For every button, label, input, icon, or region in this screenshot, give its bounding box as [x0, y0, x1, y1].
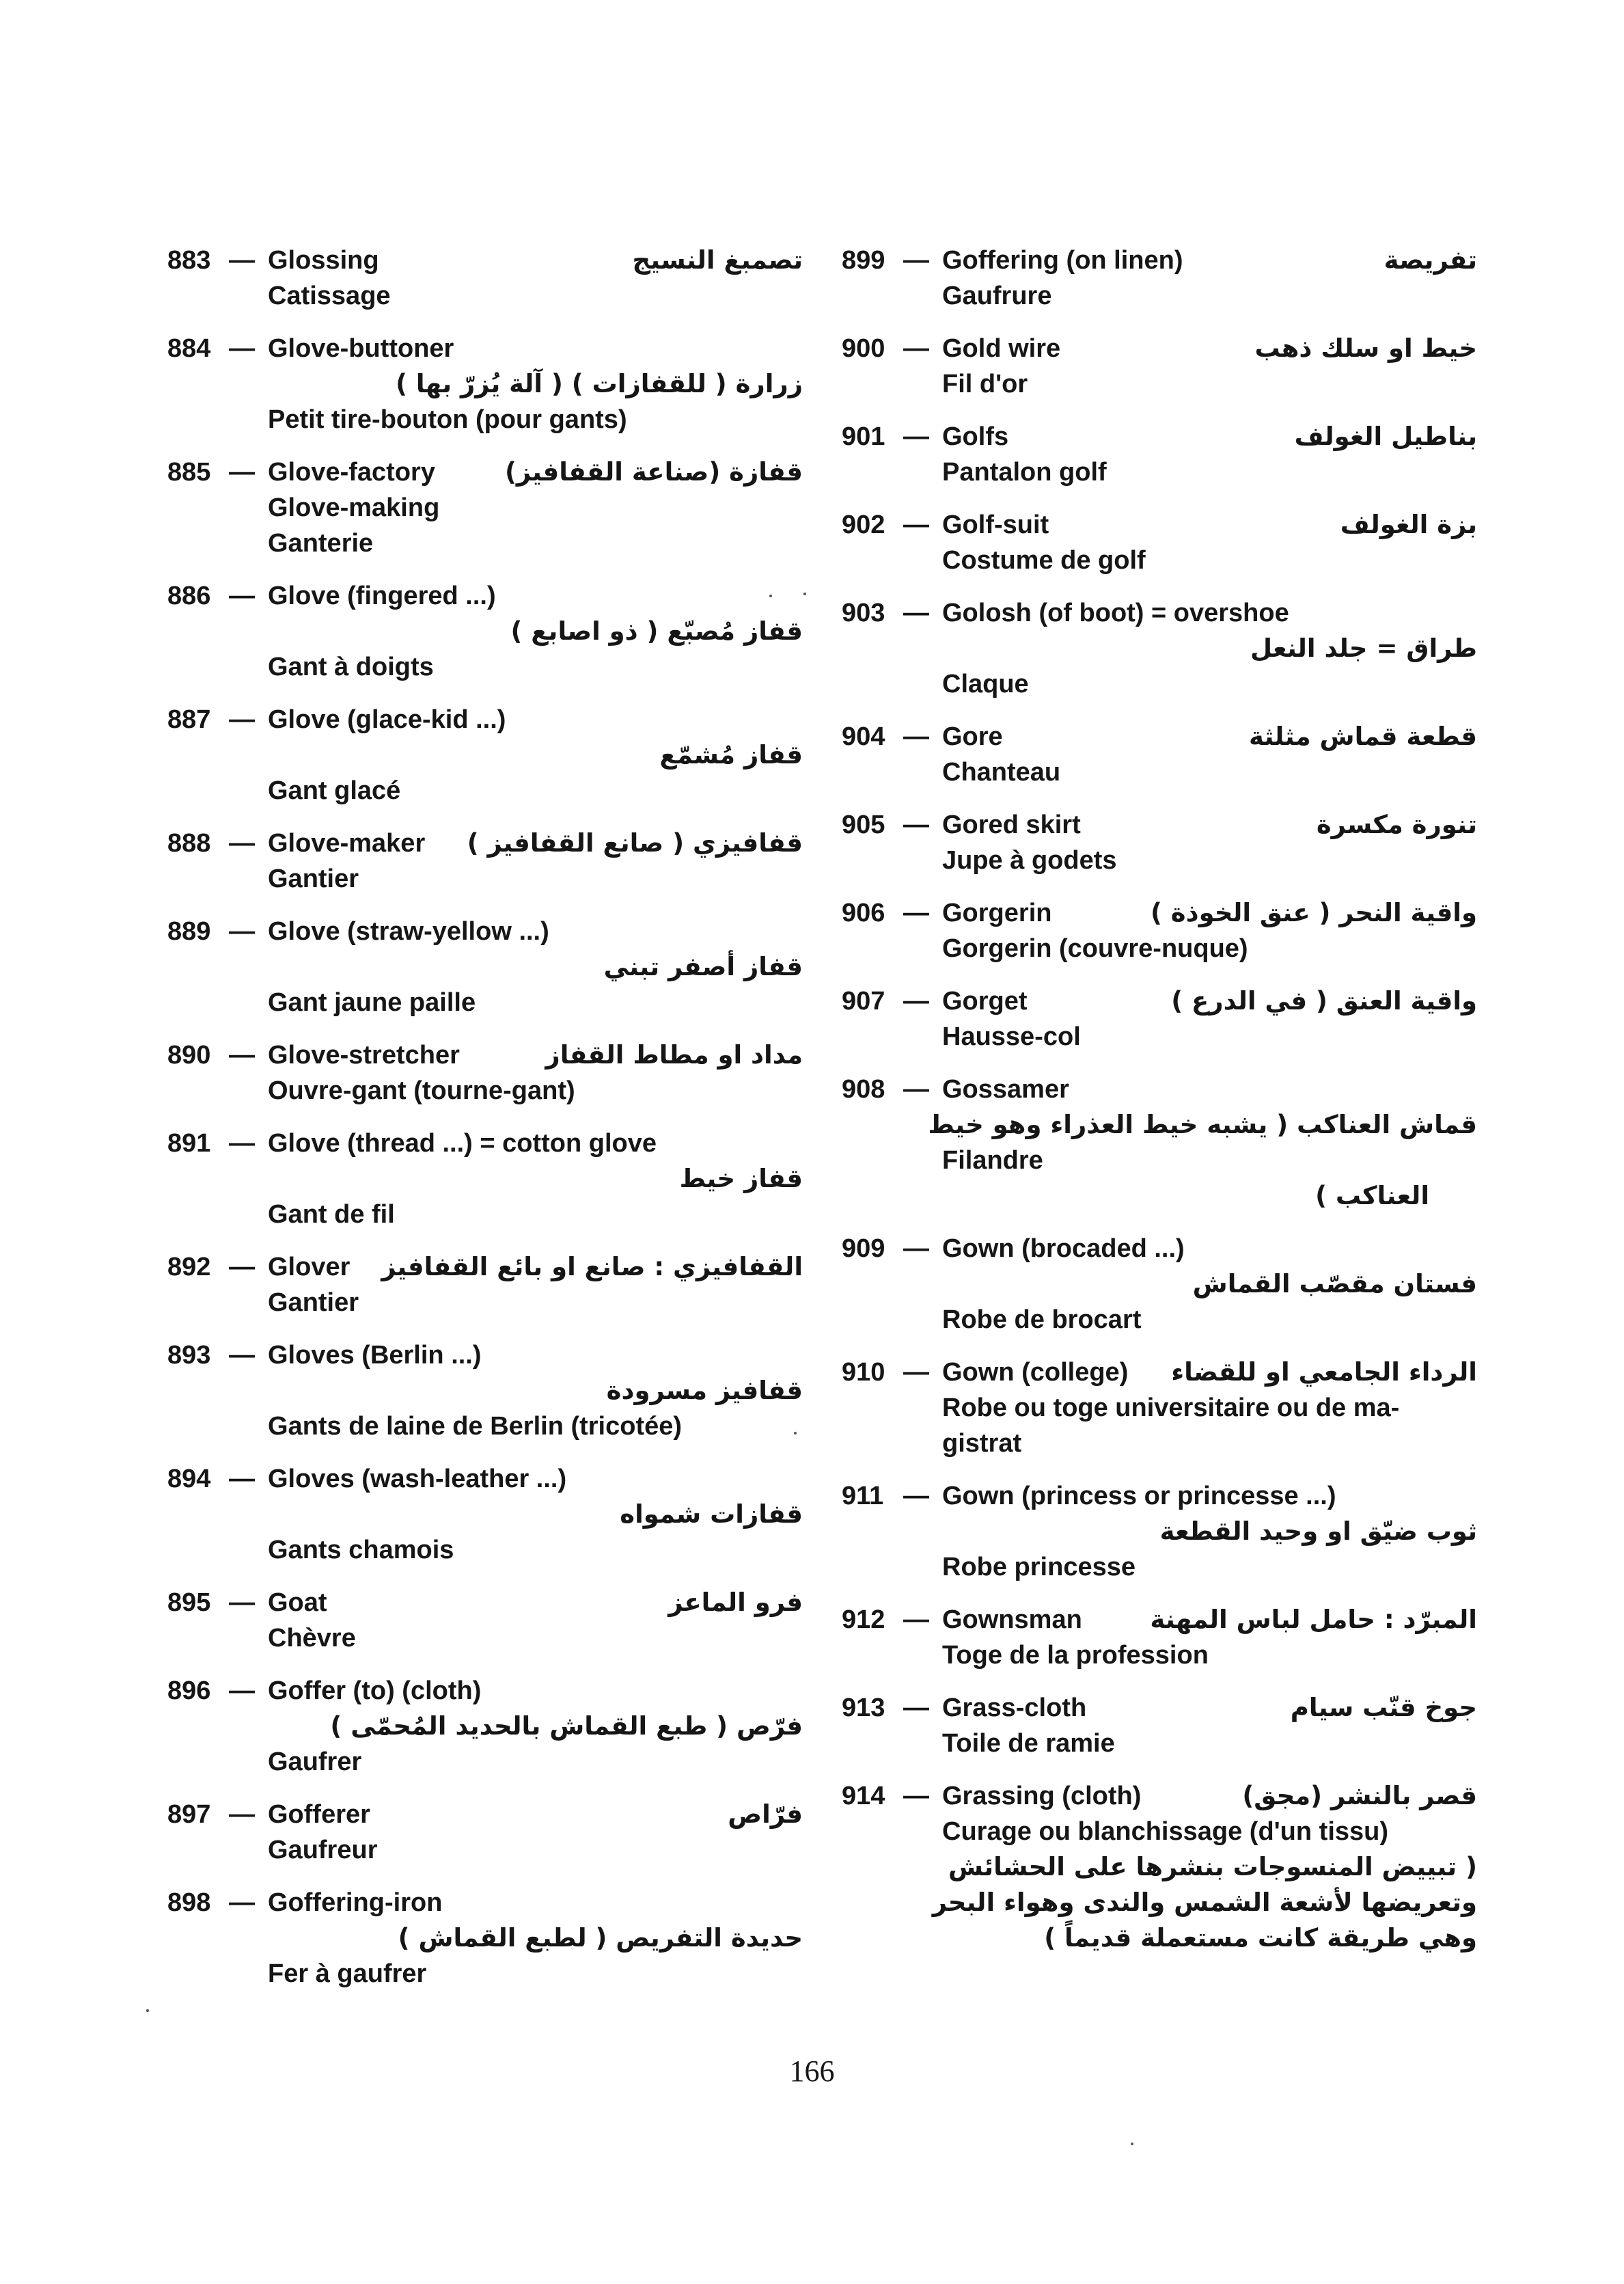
- english-term: Gofferer: [268, 1800, 370, 1829]
- entry-dash: —: [903, 1075, 929, 1104]
- entry-head-line: [167, 1797, 803, 1832]
- arabic-text: قفافيز مسرودة: [606, 1376, 803, 1405]
- dictionary-entry: [842, 331, 1477, 402]
- entry-head-line: [842, 807, 1477, 843]
- french-term: gistrat: [942, 1429, 1022, 1458]
- entry-number: 896: [167, 1676, 211, 1705]
- entry-head-line: [842, 983, 1477, 1019]
- arabic-line: [167, 1373, 803, 1409]
- arabic-term: المبرّد : حامل لباس المهنة: [1150, 1605, 1477, 1634]
- entry-dash: —: [229, 1253, 255, 1281]
- entry-number: 907: [842, 987, 885, 1016]
- dictionary-entry: [842, 595, 1477, 702]
- arabic-line: [842, 631, 1477, 666]
- entry-number: 903: [842, 599, 885, 627]
- entry-number: 911: [842, 1482, 884, 1510]
- arabic-term: بزة الغولف: [1340, 510, 1477, 539]
- entry-number: 899: [842, 246, 885, 275]
- dictionary-entry: [167, 454, 803, 561]
- french-line: [167, 985, 803, 1020]
- dictionary-entry: [167, 1673, 803, 1780]
- arabic-line: [167, 949, 803, 985]
- french-line: [842, 1143, 1477, 1178]
- entry-head-line: [167, 1037, 803, 1073]
- entry-number: 912: [842, 1605, 885, 1634]
- entry-head-line: [842, 1690, 1477, 1726]
- entry-dash: —: [903, 334, 929, 363]
- dictionary-entry: [842, 807, 1477, 878]
- arabic-term: قصر بالنشر (مجق): [1242, 1781, 1477, 1810]
- french-line: [842, 666, 1477, 702]
- arabic-line: [842, 1885, 1477, 1920]
- arabic-text: قماش العناكب ( يشبه خيط العذراء وهو خيط: [928, 1110, 1477, 1139]
- entry-dash: —: [903, 1782, 929, 1810]
- entry-number: 897: [167, 1800, 211, 1829]
- entry-dash: —: [229, 917, 255, 946]
- entry-head-line: [842, 1231, 1477, 1266]
- entry-dash: —: [229, 246, 255, 275]
- entry-dash: —: [903, 811, 929, 839]
- arabic-text: طراق = جلد النعل: [1250, 634, 1477, 663]
- arabic-text: زرارة ( للقفازات ) ( آلة يُزرّ بها ): [396, 369, 803, 398]
- scan-speck: [769, 595, 772, 597]
- entry-number: 892: [167, 1253, 211, 1281]
- english-term: Gown (brocaded ...): [942, 1234, 1185, 1263]
- english-term: Gown (princess or princesse ...): [942, 1482, 1336, 1510]
- entry-head-line: [167, 702, 803, 737]
- scan-speck: [1131, 2143, 1133, 2145]
- dictionary-entry: [167, 1249, 803, 1320]
- arabic-text: فستان مقصّب القماش: [1192, 1269, 1477, 1299]
- french-term: Gaufrer: [268, 1748, 362, 1776]
- french-term: Gants chamois: [268, 1536, 454, 1564]
- french-term: Gant jaune paille: [268, 988, 476, 1017]
- arabic-line: [167, 1161, 803, 1197]
- dictionary-entry: [842, 983, 1477, 1055]
- french-line: [842, 543, 1477, 578]
- dictionary-entry: [167, 826, 803, 897]
- entry-head-line: [167, 914, 803, 949]
- entry-number: 913: [842, 1694, 885, 1722]
- arabic-term: واقية النحر ( عنق الخوذة ): [1150, 898, 1477, 927]
- entry-number: 914: [842, 1782, 885, 1810]
- arabic-line: [842, 1514, 1477, 1549]
- entry-head-line: [842, 1778, 1477, 1814]
- french-term: Costume de golf: [942, 546, 1146, 575]
- french-term: Petit tire-bouton (pour gants): [268, 405, 627, 434]
- entry-number: 909: [842, 1234, 885, 1263]
- english-term: Glove-stretcher: [268, 1041, 460, 1070]
- arabic-line: [842, 1920, 1477, 1956]
- french-term: Ganterie: [268, 529, 374, 558]
- entry-head-line: [842, 1072, 1477, 1107]
- entry-head-line: [167, 243, 803, 278]
- entry-head-line: [842, 507, 1477, 543]
- english-term: Gorgerin: [942, 899, 1052, 927]
- entry-head-line: [167, 578, 803, 614]
- english-term: Gored skirt: [942, 811, 1081, 839]
- arabic-term: قفازة (صناعة القفافيز): [504, 457, 803, 487]
- french-term: Toge de la profession: [942, 1641, 1209, 1670]
- entry-dash: —: [229, 458, 255, 487]
- entry-head-line: [842, 895, 1477, 931]
- entry-head-line: [167, 454, 803, 490]
- arabic-line: [167, 1920, 803, 1956]
- arabic-term: تنورة مكسرة: [1316, 810, 1477, 839]
- french-term: Claque: [942, 670, 1029, 698]
- french-line: [167, 649, 803, 685]
- entry-dash: —: [229, 1129, 255, 1158]
- entry-dash: —: [903, 1694, 929, 1722]
- entry-head-line: [842, 1478, 1477, 1514]
- entry-dash: —: [229, 1588, 255, 1617]
- french-line: [167, 1956, 803, 1991]
- entry-number: 910: [842, 1358, 885, 1387]
- dictionary-entry: [842, 1072, 1477, 1214]
- entry-dash: —: [903, 987, 929, 1016]
- dictionary-entry: [167, 1585, 803, 1656]
- french-term: Chanteau: [942, 758, 1061, 787]
- arabic-line: [167, 614, 803, 649]
- french-line: [842, 278, 1477, 314]
- french-line: [167, 490, 803, 526]
- english-term: Golosh (of boot) = overshoe: [942, 599, 1289, 627]
- french-line: [842, 754, 1477, 790]
- french-line: [842, 366, 1477, 402]
- french-line: [167, 402, 803, 437]
- arabic-line: [842, 1849, 1477, 1885]
- french-line: [167, 1197, 803, 1232]
- entry-dash: —: [903, 599, 929, 627]
- entry-number: 898: [167, 1888, 211, 1917]
- french-term: Gaufreur: [268, 1836, 378, 1864]
- entry-head-line: [167, 1126, 803, 1161]
- entry-head-line: [167, 1585, 803, 1620]
- french-term: Gantier: [268, 865, 359, 893]
- entry-dash: —: [903, 899, 929, 927]
- english-term: Golfs: [942, 422, 1009, 451]
- english-term: Glove (thread ...) = cotton glove: [268, 1129, 657, 1158]
- french-term: Robe de brocart: [942, 1305, 1142, 1334]
- arabic-line: [842, 1107, 1477, 1143]
- arabic-line: [167, 366, 803, 402]
- entry-number: 905: [842, 811, 885, 839]
- french-line: [842, 1302, 1477, 1337]
- entry-head-line: [167, 826, 803, 861]
- entry-dash: —: [903, 722, 929, 751]
- english-term: Goffering (on linen): [942, 246, 1183, 275]
- arabic-text: فرّص ( طبع القماش بالحديد المُحمّى ): [330, 1711, 803, 1741]
- french-term: Gantier: [268, 1288, 359, 1317]
- entry-dash: —: [903, 422, 929, 451]
- french-term: Curage ou blanchissage (d'un tissu): [942, 1817, 1389, 1846]
- dictionary-entry: [167, 1461, 803, 1568]
- english-term: Goat: [268, 1588, 327, 1617]
- arabic-term: بناطيل الغولف: [1294, 422, 1477, 451]
- entry-dash: —: [229, 1341, 255, 1370]
- entry-number: 902: [842, 511, 885, 539]
- english-term: Glove-buttoner: [268, 334, 454, 363]
- french-line: [842, 1814, 1477, 1849]
- entry-number: 904: [842, 722, 885, 751]
- dictionary-entry: [167, 1885, 803, 1991]
- dictionary-entry: [167, 1337, 803, 1444]
- entry-head-line: [842, 719, 1477, 754]
- english-term: Grassing (cloth): [942, 1782, 1142, 1810]
- english-term: Gold wire: [942, 334, 1061, 363]
- entry-dash: —: [903, 1234, 929, 1263]
- entry-dash: —: [229, 1041, 255, 1070]
- entry-head-line: [842, 331, 1477, 366]
- english-term: Glove (straw-yellow ...): [268, 917, 549, 946]
- english-term: Glove-factory: [268, 458, 435, 487]
- arabic-text: قفاز خيط: [679, 1164, 803, 1193]
- english-term: Gown (college): [942, 1358, 1129, 1387]
- french-term: Ouvre-gant (tourne-gant): [268, 1076, 575, 1105]
- english-term: Glove (fingered ...): [268, 582, 496, 610]
- entry-dash: —: [903, 511, 929, 539]
- french-term: Robe ou toge universitaire ou de ma-: [942, 1393, 1400, 1422]
- entry-number: 884: [167, 334, 211, 363]
- entry-head-line: [842, 419, 1477, 454]
- entry-dash: —: [903, 1358, 929, 1387]
- english-term: Glossing: [268, 246, 379, 275]
- dictionary-entry: [167, 243, 803, 314]
- left-column: [167, 243, 803, 1991]
- entry-dash: —: [903, 1482, 929, 1510]
- entry-dash: —: [229, 1676, 255, 1705]
- dictionary-entry: [167, 1797, 803, 1868]
- dictionary-entry: [167, 331, 803, 437]
- arabic-term: قفافيزي ( صانع القفافيز ): [467, 828, 803, 858]
- french-term: Toile de ramie: [942, 1729, 1115, 1758]
- english-term: Gore: [942, 722, 1003, 751]
- arabic-text: قفاز مُصبّع ( ذو اصابع ): [510, 616, 803, 646]
- arabic-line: [167, 1497, 803, 1532]
- english-term: Golf-suit: [942, 511, 1049, 539]
- dictionary-entry: [842, 243, 1477, 314]
- entry-head-line: [842, 1602, 1477, 1637]
- english-term: Goffer (to) (cloth): [268, 1676, 482, 1705]
- dictionary-entry: [167, 1126, 803, 1232]
- french-term: Fer à gaufrer: [268, 1959, 427, 1988]
- french-term: Pantalon golf: [942, 458, 1107, 487]
- dictionary-entry: [842, 1355, 1477, 1461]
- entry-number: 900: [842, 334, 885, 363]
- entry-head-line: [842, 1355, 1477, 1390]
- arabic-term: فرو الماعز: [668, 1588, 803, 1617]
- english-term: Goffering-iron: [268, 1888, 443, 1917]
- entry-dash: —: [903, 1605, 929, 1634]
- french-line: [167, 1073, 803, 1109]
- entry-dash: —: [229, 1465, 255, 1493]
- arabic-text: وتعريضها لأشعة الشمس والندى وهواء البحر: [932, 1888, 1477, 1917]
- arabic-term: تصمبغ النسيج: [632, 245, 803, 275]
- arabic-term: مداد او مطاط القفاز: [545, 1040, 803, 1070]
- french-line: [167, 773, 803, 808]
- french-line: [842, 454, 1477, 490]
- dictionary-entry: [842, 1690, 1477, 1761]
- entry-number: 906: [842, 899, 885, 927]
- french-line: [842, 1726, 1477, 1761]
- french-line: [842, 1390, 1477, 1426]
- entry-number: 893: [167, 1341, 211, 1370]
- entry-head-line: [842, 595, 1477, 631]
- french-term: Gaufrure: [942, 282, 1052, 310]
- dictionary-entry: [842, 1478, 1477, 1585]
- dictionary-entry: [842, 895, 1477, 966]
- french-line: [167, 1832, 803, 1868]
- dictionary-entry: [842, 1602, 1477, 1673]
- french-term: Jupe à godets: [942, 846, 1117, 875]
- entry-dash: —: [229, 582, 255, 610]
- french-line: [167, 278, 803, 314]
- entry-number: 890: [167, 1041, 211, 1070]
- french-term: Catissage: [268, 282, 391, 310]
- scan-speck: [803, 593, 806, 595]
- arabic-text: قفازات شمواه: [620, 1499, 803, 1529]
- dictionary-entry: [167, 914, 803, 1020]
- entry-dash: —: [229, 1800, 255, 1829]
- scan-speck: [794, 1432, 797, 1435]
- entry-number: 901: [842, 422, 885, 451]
- french-line: [842, 1637, 1477, 1673]
- entry-head-line: [167, 1885, 803, 1920]
- arabic-text: ( تبييض المنسوجات بنشرها على الحشائش: [948, 1852, 1477, 1881]
- arabic-line: [842, 1178, 1477, 1214]
- page-number: 166: [789, 2054, 835, 2088]
- entry-head-line: [167, 1249, 803, 1285]
- entry-head-line: [842, 243, 1477, 278]
- entry-number: 887: [167, 705, 211, 734]
- french-term: Glove-making: [268, 493, 440, 522]
- french-line: [842, 1426, 1477, 1461]
- arabic-text: قفاز أصفر تبني: [603, 952, 803, 981]
- english-term: Gownsman: [942, 1605, 1082, 1634]
- french-line: [167, 1285, 803, 1320]
- entry-number: 891: [167, 1129, 211, 1158]
- french-term: Hausse-col: [942, 1022, 1081, 1051]
- french-term: Filandre: [942, 1146, 1043, 1175]
- arabic-term: الرداء الجامعي او للقضاء: [1171, 1357, 1477, 1387]
- english-term: Gloves (Berlin ...): [268, 1341, 482, 1370]
- entry-dash: —: [229, 705, 255, 734]
- french-line: [842, 843, 1477, 878]
- entry-dash: —: [229, 334, 255, 363]
- arabic-term: فرّاص: [728, 1799, 803, 1829]
- entry-number: 885: [167, 458, 211, 487]
- french-line: [167, 526, 803, 561]
- arabic-line: [842, 1266, 1477, 1302]
- french-term: Gant glacé: [268, 776, 401, 805]
- english-term: Gorget: [942, 987, 1028, 1016]
- french-term: Robe princesse: [942, 1553, 1136, 1581]
- entry-head-line: [167, 1337, 803, 1373]
- french-term: Gant de fil: [268, 1200, 395, 1229]
- arabic-term: جوخ قنّب سيام: [1290, 1693, 1477, 1722]
- french-line: [842, 1549, 1477, 1585]
- dictionary-entry: [167, 1037, 803, 1109]
- entry-number: 889: [167, 917, 211, 946]
- english-term: Gloves (wash-leather ...): [268, 1465, 567, 1493]
- dictionary-entry: [167, 578, 803, 685]
- entry-head-line: [167, 331, 803, 366]
- dictionary-entry: [842, 719, 1477, 790]
- right-column: [842, 243, 1477, 1956]
- french-line: [842, 1019, 1477, 1055]
- french-line: [167, 1620, 803, 1656]
- french-term: Gant à doigts: [268, 653, 434, 681]
- entry-number: 888: [167, 829, 211, 858]
- french-term: Gorgerin (couvre-nuque): [942, 934, 1248, 963]
- arabic-term: واقية العنق ( في الدرع ): [1171, 986, 1477, 1016]
- arabic-term: تفريصة: [1384, 245, 1477, 275]
- arabic-text: قفاز مُشمّع: [659, 740, 803, 770]
- arabic-line: [167, 737, 803, 773]
- entry-number: 886: [167, 582, 211, 610]
- arabic-term: قطعة قماش مثلثة: [1249, 722, 1477, 751]
- french-term: Gants de laine de Berlin (tricotée): [268, 1412, 683, 1441]
- dictionary-entry: [842, 507, 1477, 578]
- entry-number: 895: [167, 1588, 211, 1617]
- scan-speck: [146, 2009, 149, 2012]
- entry-number: 908: [842, 1075, 885, 1104]
- dictionary-entry: [167, 702, 803, 808]
- english-term: Glove-maker: [268, 829, 426, 858]
- entry-dash: —: [903, 246, 929, 275]
- arabic-term: خيط او سلك ذهب: [1254, 334, 1477, 363]
- arabic-text: ثوب ضيّق او وحيد القطعة: [1159, 1517, 1477, 1546]
- arabic-text: العناكب ): [1315, 1181, 1429, 1210]
- entry-head-line: [167, 1461, 803, 1497]
- entry-dash: —: [229, 1888, 255, 1917]
- arabic-text: وهي طريقة كانت مستعملة قديماً ): [1044, 1923, 1477, 1953]
- english-term: Grass-cloth: [942, 1694, 1087, 1722]
- dictionary-entry: [842, 419, 1477, 490]
- french-term: Fil d'or: [942, 370, 1028, 398]
- entry-number: 894: [167, 1465, 211, 1493]
- french-line: [842, 931, 1477, 966]
- french-line: [167, 1409, 803, 1444]
- arabic-term: القفافيزي : صانع او بائع القفافيز: [381, 1252, 803, 1281]
- french-term: Chèvre: [268, 1624, 356, 1653]
- arabic-line: [167, 1709, 803, 1744]
- french-line: [167, 1532, 803, 1568]
- french-line: [167, 861, 803, 897]
- dictionary-entry: [842, 1778, 1477, 1956]
- english-term: Gossamer: [942, 1075, 1069, 1104]
- entry-head-line: [167, 1673, 803, 1709]
- entry-number: 883: [167, 246, 211, 275]
- french-line: [167, 1744, 803, 1780]
- dictionary-entry: [842, 1231, 1477, 1337]
- english-term: Glover: [268, 1253, 350, 1281]
- arabic-text: حديدة التفريص ( لطبع القماش ): [398, 1923, 803, 1953]
- english-term: Glove (glace-kid ...): [268, 705, 506, 734]
- entry-dash: —: [229, 829, 255, 858]
